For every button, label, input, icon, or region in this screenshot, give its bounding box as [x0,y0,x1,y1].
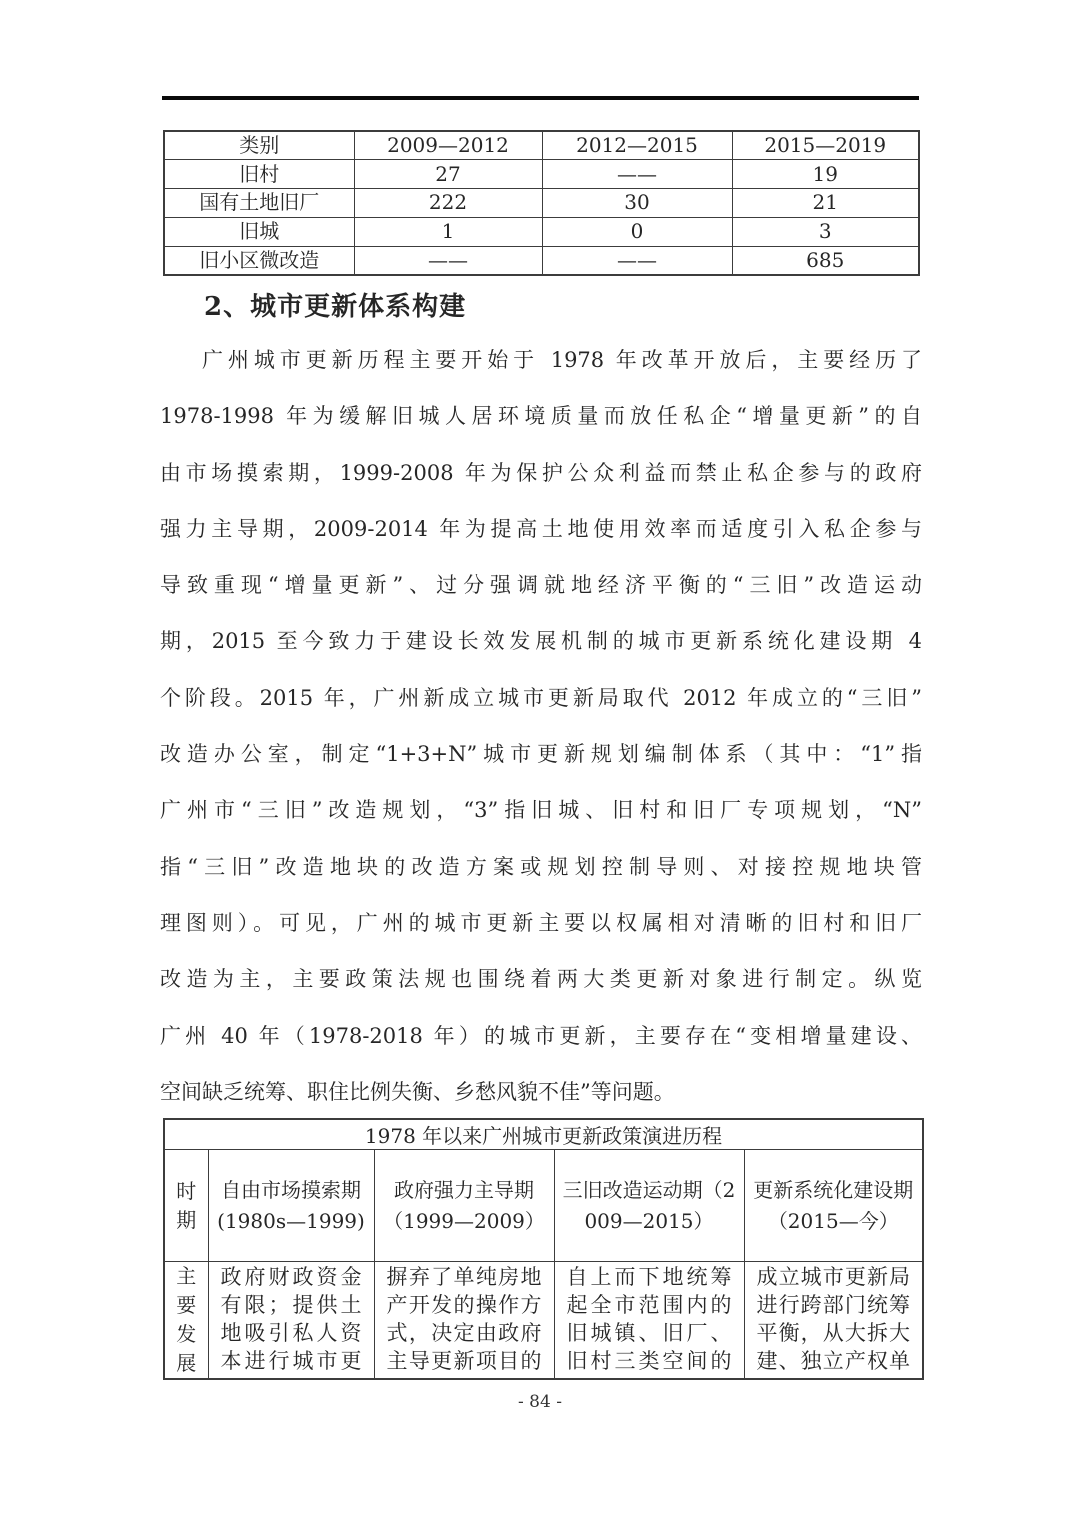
development-text: 成立城市更新局进行跨部门统筹平衡，从大拆大建、独立产权单 [756,1265,911,1373]
table-row [164,160,919,189]
column-header: 2012—2015 [542,131,732,160]
table-cell: 3 [732,217,919,246]
row-label: 国有土地旧厂 [164,189,354,218]
paragraph-line: 导致重现“增量更新”、过分强调就地经济平衡的“三旧”改造运动 [160,573,922,598]
row-label: 旧村 [164,160,354,189]
table-cell: 1 [354,217,542,246]
table-row [164,246,919,275]
period-header: 更新系统化建设期（2015—今） [744,1150,923,1262]
table-cell: 30 [542,189,732,218]
body-paragraph [160,332,922,1120]
period-header: 三旧改造运动期（2009—2015） [554,1150,744,1262]
header-rule [162,96,919,100]
row-label: 旧城 [164,217,354,246]
table-cell: —— [542,246,732,275]
paragraph-line: 改造为主，主要政策法规也围绕着两大类更新对象进行制定。纵览 [160,967,922,992]
development-text: 政府财政资金有限；提供土地吸引私人资本进行城市更 [220,1265,362,1373]
table-header-row [164,131,919,160]
page-number: - 84 - [518,1392,562,1412]
paragraph-line: 个阶段。2015 年，广州新成立城市更新局取代 2012 年成立的“三旧” [160,685,922,710]
paragraph-line: 强力主导期，2009-2014 年为提高土地使用效率而适度引入私企参与 [160,516,922,541]
table-title-row [164,1119,923,1150]
development-cell [554,1262,744,1380]
row-label: 旧小区微改造 [164,246,354,275]
period-header-row [164,1150,923,1262]
column-header: 类别 [164,131,354,160]
table-cell: —— [354,246,542,275]
paragraph-line: 指“三旧”改造地块的改造方案或规划控制导则、对接控规地块管 [160,854,922,879]
paragraph-line: 期，2015 至今致力于建设长效发展机制的城市更新系统化建设期 4 [160,629,922,654]
table-cell: 0 [542,217,732,246]
table-row [164,189,919,218]
policy-evolution-table [163,1118,924,1380]
development-row [164,1262,923,1380]
table-title: 1978 年以来广州城市更新政策演进历程 [164,1119,923,1150]
period-header: 政府强力主导期（1999—2009） [374,1150,554,1262]
development-cell [374,1262,554,1380]
table-cell: 222 [354,189,542,218]
table-cell: 19 [732,160,919,189]
paragraph-line: 广州城市更新历程主要开始于 1978 年改革开放后，主要经历了 [202,348,922,372]
column-header: 2009—2012 [354,131,542,160]
row-label: 时期 [164,1150,208,1262]
row-label: 主要发展 [164,1262,208,1380]
development-cell [744,1262,923,1380]
table-cell: 27 [354,160,542,189]
table-cell: 21 [732,189,919,218]
table-cell: —— [542,160,732,189]
paragraph-line: 改造办公室，制定“1+3+N”城市更新规划编制体系（其中：“1”指 [160,742,922,767]
column-header: 2015—2019 [732,131,919,160]
table-row [164,217,919,246]
paragraph-line: 由市场摸索期，1999-2008 年为保护公众利益而禁止私企参与的政府 [160,460,922,485]
paragraph-line: 广州市“三旧”改造规划，“3”指旧城、旧村和旧厂专项规划，“N” [160,798,922,823]
section-heading: 2、城市更新体系构建 [204,292,467,322]
development-text: 自上而下地统筹起全市范围内的旧城镇、旧厂、旧村三类空间的 [566,1265,732,1373]
development-cell [208,1262,374,1380]
development-text: 摒弃了单纯房地产开发的操作方式，决定由政府主导更新项目的 [386,1265,542,1373]
paragraph-line: 1978-1998 年为缓解旧城人居环境质量而放任私企“增量更新”的自 [160,404,922,429]
paragraph-line: 理图则）。可见，广州的城市更新主要以权属相对清晰的旧村和旧厂 [160,910,922,935]
renewal-volume-table [163,130,920,276]
paragraph-line: 广州 40 年（1978-2018 年）的城市更新，主要存在“变相增量建设、 [160,1023,922,1048]
period-header: 自由市场摸索期(1980s—1999) [208,1150,374,1262]
table-cell: 685 [732,246,919,275]
paragraph-line: 空间缺乏统筹、职住比例失衡、乡愁风貌不佳”等问题。 [160,1079,675,1104]
